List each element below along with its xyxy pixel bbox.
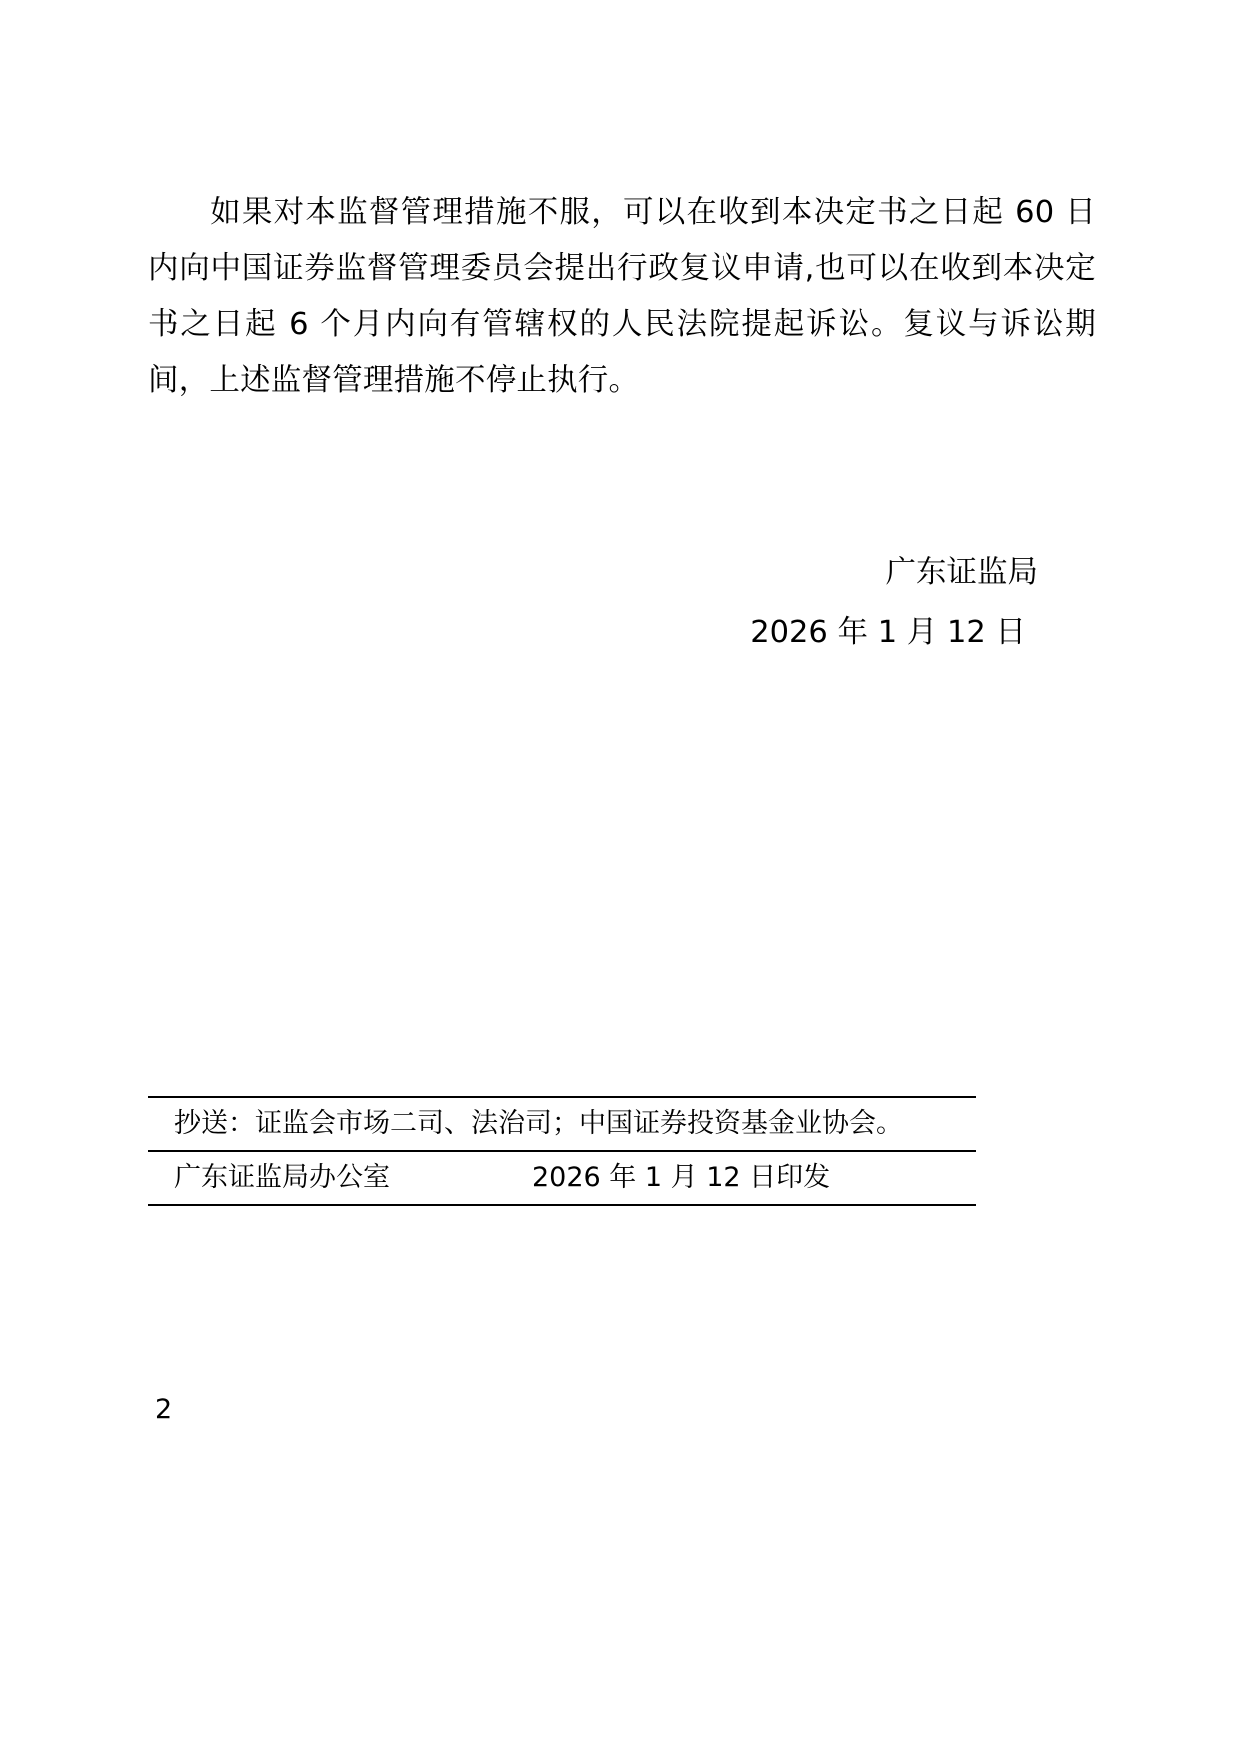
footer-cc-text: 抄送：证监会市场二司、法治司；中国证券投资基金业协会。 bbox=[174, 1108, 903, 1139]
body-text-block bbox=[148, 185, 1096, 409]
page-number: 2 bbox=[155, 1394, 173, 1425]
body-paragraph-text: 如果对本监督管理措施不服，可以在收到本决定书之日起 60 日内向中国证券监督管理委员会提出行政复议申请,也可以在收到本决定书之日起 6 个月内向有管辖权的人民法院提起诉讼。复议与诉讼期间，上述监督管理措施不停止执行。 bbox=[148, 195, 1096, 398]
signature-date: 2026 年 1 月 12 日 bbox=[750, 615, 1026, 650]
footer-table bbox=[148, 1096, 976, 1206]
signature-block bbox=[148, 545, 1096, 661]
signature-organization: 广东证监局 bbox=[885, 555, 1038, 590]
footer-row-issue bbox=[148, 1152, 976, 1204]
footer-row-cc bbox=[148, 1098, 976, 1150]
body-paragraph bbox=[148, 185, 1096, 409]
footer-issuer-text: 广东证监局办公室 bbox=[174, 1162, 390, 1193]
footer-rule-bottom bbox=[148, 1204, 976, 1206]
footer-issue-date-text: 2026 年 1 月 12 日印发 bbox=[532, 1162, 831, 1193]
